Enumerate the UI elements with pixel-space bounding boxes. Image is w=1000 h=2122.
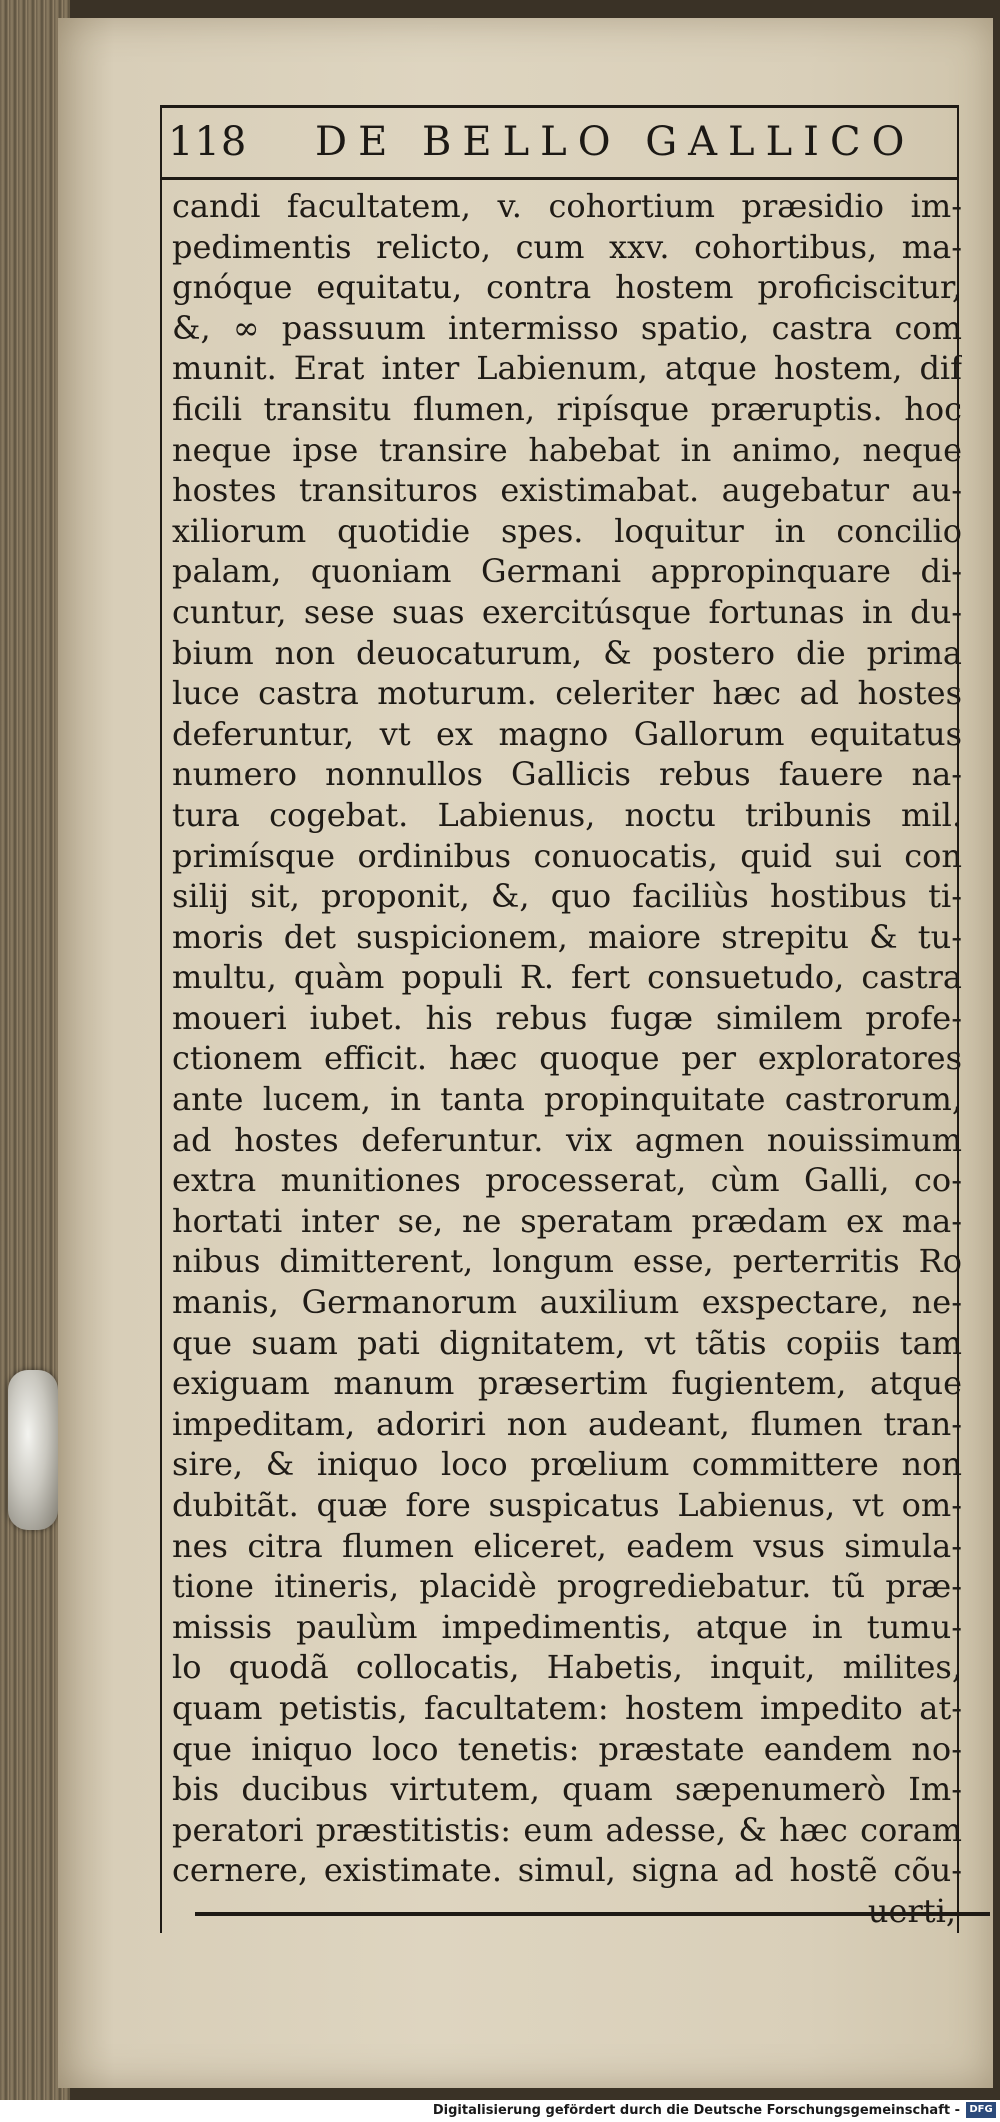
text-line: hostes transituros existimabat. augebatur au- <box>172 471 962 510</box>
text-line: munit. Erat inter Labienum, atque hostem, dif <box>172 349 962 388</box>
text-line: tura cogebat. Labienus, noctu tribunis mil. <box>172 795 962 834</box>
text-line: bis ducibus virtutem, quam sæpenumerò Im- <box>172 1770 962 1809</box>
text-line: xiliorum quotidie spes. loquitur in concilio <box>172 511 962 550</box>
text-line: impeditam, adoriri non audeant, flumen tran- <box>172 1404 962 1443</box>
text-line: deferuntur, vt ex magno Gallorum equitatus <box>172 714 962 753</box>
book-clasp <box>8 1370 58 1530</box>
text-line: uerti, <box>867 1891 956 1930</box>
header-rule <box>160 177 957 180</box>
text-line: manis, Germanorum auxilium exspectare, ne- <box>172 1283 962 1322</box>
text-line: peratori præstitistis: eum adesse, & hæc coram <box>172 1810 962 1849</box>
text-line: pedimentis relicto, cum xxv. cohortibus, ma- <box>172 227 962 266</box>
text-line: que suam pati dignitatem, vt tãtis copiis tam <box>172 1323 962 1362</box>
text-line: bium non deuocaturum, & postero die prima <box>172 633 962 672</box>
running-head <box>160 112 955 172</box>
text-line: &, ∞ passuum intermisso spatio, castra com <box>172 308 962 347</box>
digitization-credit: Digitalisierung gefördert durch die Deutsche Forschungsgemeinschaft - <box>432 2103 960 2118</box>
text-line: nes citra flumen eliceret, eadem vsus simula- <box>172 1526 962 1565</box>
text-line: hortati inter se, ne speratam prædam ex ma- <box>172 1201 962 1240</box>
text-line: multu, quàm populi R. fert consuetudo, castra <box>172 958 962 997</box>
text-line: moris det suspicionem, maiore strepitu & tu- <box>172 917 962 956</box>
text-line: lo quodã collocatis, Habetis, inquit, milites, <box>172 1648 962 1687</box>
bottom-rule <box>195 1912 990 1916</box>
text-line: quam petistis, facultatem: hostem impedito at- <box>172 1688 962 1727</box>
text-line: exiguam manum præsertim fugientem, atque <box>172 1364 962 1403</box>
text-line: missis paulùm impedimentis, atque in tumu- <box>172 1607 962 1646</box>
text-line: palam, quoniam Germani appropinquare di- <box>172 552 962 591</box>
text-line: gnóque equitatu, contra hostem proficiscitur, <box>172 268 962 307</box>
text-line: ante lucem, in tanta propinquitate castrorum, <box>172 1080 962 1119</box>
text-line: primísque ordinibus conuocatis, quid sui con <box>172 836 962 875</box>
text-line: sire, & iniquo loco prœlium committere non <box>172 1445 962 1484</box>
text-line: silij sit, proponit, &, quo faciliùs hostibus ti- <box>172 877 962 916</box>
text-line: neque ipse transire habebat in animo, neque <box>172 430 962 469</box>
text-line: extra munitiones processerat, cùm Galli, co- <box>172 1161 962 1200</box>
text-line: que iniquo loco tenetis: præstate eandem no- <box>172 1729 962 1768</box>
text-line: luce castra moturum. celeriter hæc ad hostes <box>172 674 962 713</box>
running-title: DE BELLO GALLICO <box>315 119 916 165</box>
text-line: numero nonnullos Gallicis rebus fauere na- <box>172 755 962 794</box>
text-line: ad hostes deferuntur. vix agmen nouissimum <box>172 1120 962 1159</box>
text-line: ctionem efficit. hæc quoque per exploratores <box>172 1039 962 1078</box>
body-text <box>172 186 962 1932</box>
text-line: nibus dimitterent, longum esse, perterritis Ro <box>172 1242 962 1281</box>
page-number: 118 <box>168 119 248 165</box>
text-line: tione itineris, placidè progrediebatur. tũ præ- <box>172 1567 962 1606</box>
text-line: cuntur, sese suas exercitúsque fortunas in du- <box>172 592 962 631</box>
text-line: moueri iubet. his rebus fugæ similem profe- <box>172 998 962 1037</box>
text-line: dubitãt. quæ fore suspicatus Labienus, vt om- <box>172 1486 962 1524</box>
text-line: candi facultatem, v. cohortium præsidio im- <box>172 187 962 225</box>
text-line: ficili transitu flumen, ripísque præruptis. hoc <box>172 389 962 428</box>
dfg-logo: DFG <box>966 2102 996 2118</box>
text-line: cernere, existimate. simul, signa ad hostẽ cõu- <box>172 1851 962 1890</box>
